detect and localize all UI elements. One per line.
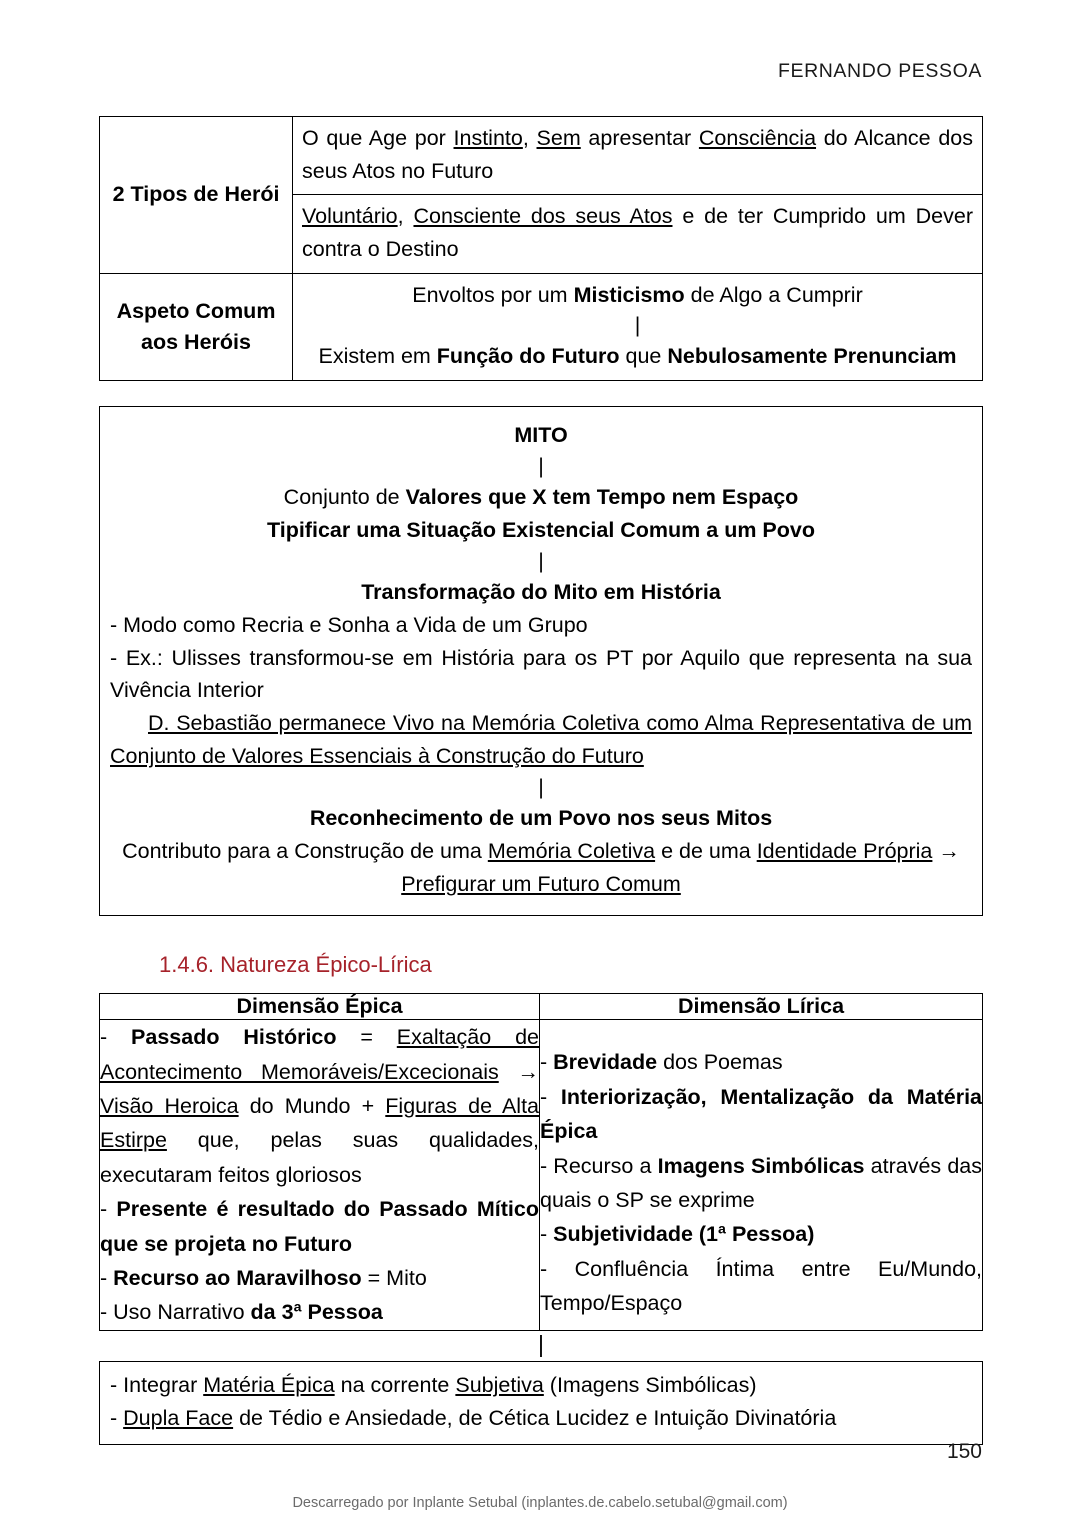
lirica-item-3: - Recurso a Imagens Simbólicas através das quais o SP se exprime	[540, 1153, 982, 1212]
mito-line-transformacao: Transformação do Mito em História	[361, 579, 721, 604]
epic-lyric-table	[99, 993, 983, 1331]
common-aspect-cell	[293, 273, 983, 380]
table-header-row	[100, 994, 983, 1020]
column-header-epica: Dimensão Épica	[100, 994, 540, 1020]
page-content	[99, 116, 983, 1445]
epica-item-4: - Uso Narrativo da 3ª Pessoa	[100, 1300, 383, 1325]
epica-item-3: - Recurso ao Maravilhoso = Mito	[100, 1265, 427, 1290]
synthesis-box	[99, 1361, 983, 1446]
mito-connector-1: |	[538, 453, 544, 478]
hero-type-1-text: O que Age por Instinto, Sem apresentar Consciência do Alcance dos seus Atos no Futuro	[302, 126, 973, 183]
common-aspect-line-1: Envoltos por um Misticismo de Algo a Cumprir	[412, 282, 863, 307]
lirica-cell	[540, 1020, 983, 1331]
table-row	[100, 117, 983, 195]
connector-pipe: |	[634, 313, 641, 338]
lirica-item-1: - Brevidade dos Poemas	[540, 1050, 783, 1075]
hero-types-table	[99, 116, 983, 381]
hero-type-2-cell	[293, 195, 983, 273]
hero-types-label	[100, 117, 293, 274]
lirica-item-4: - Subjetividade (1ª Pessoa)	[540, 1222, 815, 1247]
table-row	[100, 273, 983, 380]
mito-line-modo: - Modo como Recria e Sonha a Vida de um Grupo	[110, 612, 588, 637]
mito-box	[99, 406, 983, 916]
mito-line-reconhecimento: Reconhecimento de um Povo nos seus Mitos	[309, 806, 773, 831]
epica-cell	[100, 1020, 540, 1331]
table-to-final-connector: |	[538, 1330, 544, 1357]
hero-type-1-cell	[293, 117, 983, 195]
common-aspect-label	[100, 273, 293, 380]
epica-item-2: - Presente é resultado do Passado Mítico que se projeta no Futuro	[100, 1197, 539, 1256]
mito-line-sebastiao: D. Sebastião permanece Vivo na Memória Coletiva como Alma Representativa de um Conjunto de Valores Essenciais à Construção do Futuro	[110, 711, 972, 769]
synthesis-line-1: - Integrar Matéria Épica na corrente Subjetiva (Imagens Simbólicas)	[110, 1372, 757, 1397]
lirica-item-2: - Interiorização, Mentalização da Matéria Épica	[540, 1084, 982, 1144]
mito-connector-2: |	[538, 548, 544, 573]
common-aspect-line-2: Existem em Função do Futuro que Nebulosamente Prenunciam	[318, 344, 957, 369]
table-row	[100, 1020, 983, 1331]
section-heading: 1.4.6. Natureza Épico-Lírica	[159, 951, 432, 977]
footer-note: Descarregado por Inplante Setubal (inplantes.de.cabelo.setubal@gmail.com)	[292, 1495, 788, 1511]
hero-type-2-text: Voluntário, Consciente dos seus Atos e de ter Cumprido um Dever contra o Destino	[302, 204, 973, 262]
common-aspect-label-line2: aos Heróis	[141, 329, 251, 354]
hero-types-label-text: 2 Tipos de Herói	[112, 182, 280, 207]
mito-line-contributo: Contributo para a Construção de uma Memória Coletiva e de uma Identidade Própria → Prefigurar um Futuro Comum	[122, 839, 960, 896]
synthesis-line-2: - Dupla Face de Tédio e Ansiedade, de Cética Lucidez e Intuição Divinatória	[110, 1406, 837, 1430]
mito-line-tipificar: Tipificar uma Situação Existencial Comum a um Povo	[266, 517, 815, 542]
page-number: 150	[946, 1440, 982, 1463]
running-header: FERNANDO PESSOA	[777, 60, 982, 82]
epica-item-1: - Passado Histórico = Exaltação de Acontecimento Memoráveis/Excecionais → Visão Heroica do Mundo + Figuras de Alta Estirpe que, pelas suas qualidades, executaram feitos gloriosos	[100, 1025, 540, 1187]
mito-title: MITO	[514, 423, 568, 448]
mito-line-exemplo: - Ex.: Ulisses transformou-se em História para os PT por Aquilo que representa na sua Vivência Interior	[110, 645, 972, 703]
mito-connector-3: |	[538, 775, 544, 800]
column-header-lirica: Dimensão Lírica	[540, 994, 983, 1020]
lirica-item-5: - Confluência Íntima entre Eu/Mundo, Tempo/Espaço	[540, 1256, 982, 1316]
mito-line-valores: Conjunto de Valores que X tem Tempo nem Espaço	[283, 484, 799, 509]
common-aspect-label-line1: Aspeto Comum	[116, 298, 276, 323]
